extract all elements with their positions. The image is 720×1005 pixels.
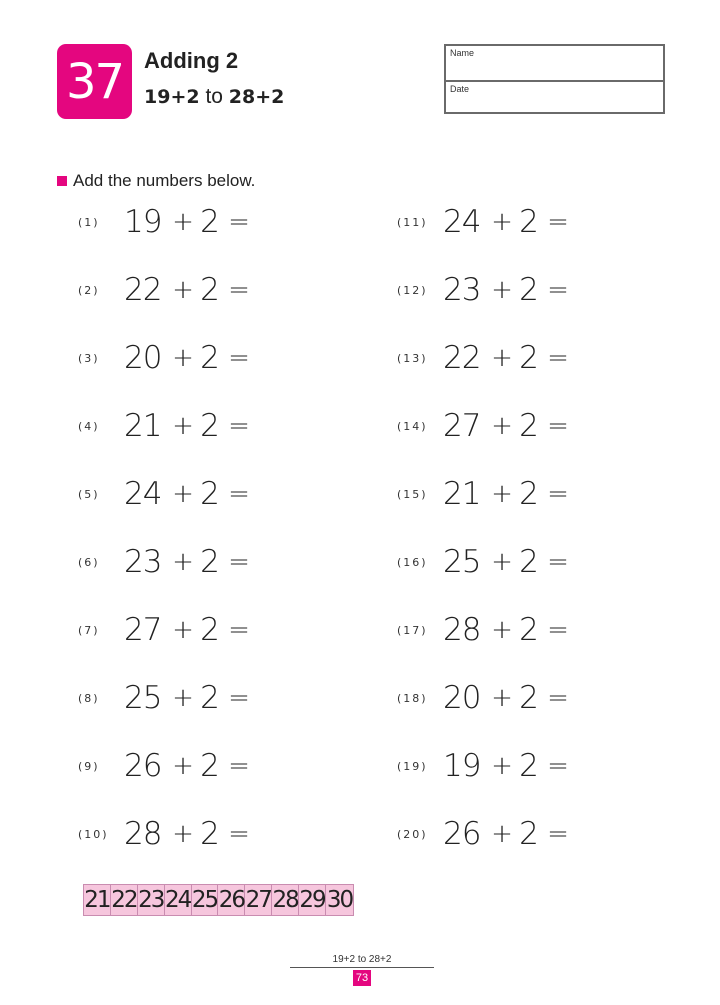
plus-sign: + — [172, 207, 194, 237]
page-title: Adding 2 — [144, 48, 239, 73]
answer-space[interactable] — [575, 408, 645, 444]
subtitle-from: 19+2 — [144, 86, 200, 108]
plus-sign: + — [491, 479, 513, 509]
plus-sign: + — [491, 819, 513, 849]
problem-item — [397, 474, 645, 514]
plus-sign: + — [491, 207, 513, 237]
strip-number: 21 — [84, 887, 110, 913]
answer-space[interactable] — [575, 340, 645, 376]
number-strip — [83, 884, 354, 916]
problem-item — [397, 814, 645, 854]
addend-second: 2 — [200, 408, 220, 444]
problem-label: (16) — [397, 555, 428, 569]
equals-sign: = — [228, 819, 250, 849]
addend-second: 2 — [519, 680, 539, 716]
addend-first: 20 — [443, 680, 481, 716]
addend-first: 27 — [443, 408, 481, 444]
addend-first: 26 — [124, 748, 162, 784]
strip-number: 30 — [326, 887, 353, 913]
plus-sign: + — [491, 615, 513, 645]
addend-second: 2 — [200, 816, 220, 852]
addend-first: 19 — [124, 204, 162, 240]
plus-sign: + — [491, 343, 513, 373]
answer-space[interactable] — [256, 272, 326, 308]
problem-label: (10) — [78, 827, 109, 841]
addend-second: 2 — [519, 476, 539, 512]
problem-item — [397, 610, 645, 650]
problem-item — [78, 406, 326, 446]
footer-divider — [290, 967, 434, 968]
equals-sign: = — [228, 207, 250, 237]
problem-item — [78, 678, 326, 718]
subtitle-connector: to — [205, 85, 223, 108]
answer-space[interactable] — [575, 204, 645, 240]
equals-sign: = — [228, 683, 250, 713]
equals-sign: = — [547, 479, 569, 509]
equals-sign: = — [228, 751, 250, 781]
date-field[interactable] — [446, 80, 663, 116]
problem-item — [397, 202, 645, 242]
answer-space[interactable] — [256, 816, 326, 852]
problem-label: (5) — [78, 487, 100, 501]
equals-sign: = — [547, 207, 569, 237]
equals-sign: = — [228, 547, 250, 577]
addend-first: 26 — [443, 816, 481, 852]
addend-first: 23 — [124, 544, 162, 580]
problem-label: (9) — [78, 759, 100, 773]
answer-space[interactable] — [256, 340, 326, 376]
addend-first: 20 — [124, 340, 162, 376]
addend-second: 2 — [200, 340, 220, 376]
addend-second: 2 — [200, 748, 220, 784]
problem-item — [397, 678, 645, 718]
problem-label: (8) — [78, 691, 100, 705]
plus-sign: + — [172, 547, 194, 577]
problem-label: (2) — [78, 283, 100, 297]
answer-space[interactable] — [575, 544, 645, 580]
problem-item — [78, 202, 326, 242]
addend-second: 2 — [200, 272, 220, 308]
answer-space[interactable] — [575, 476, 645, 512]
addend-second: 2 — [519, 748, 539, 784]
problem-label: (11) — [397, 215, 428, 229]
problem-item — [78, 610, 326, 650]
lesson-number: 37 — [65, 53, 124, 110]
date-label: Date — [450, 84, 470, 94]
addend-second: 2 — [519, 816, 539, 852]
addend-first: 24 — [124, 476, 162, 512]
name-label: Name — [450, 48, 475, 58]
answer-space[interactable] — [575, 748, 645, 784]
name-field[interactable] — [446, 46, 663, 80]
problem-label: (3) — [78, 351, 100, 365]
addend-second: 2 — [200, 612, 220, 648]
strip-number: 29 — [299, 887, 325, 913]
problem-label: (18) — [397, 691, 428, 705]
addend-second: 2 — [200, 476, 220, 512]
problem-label: (14) — [397, 419, 428, 433]
equals-sign: = — [547, 751, 569, 781]
problem-item — [78, 746, 326, 786]
strip-number: 26 — [218, 887, 245, 913]
strip-number: 22 — [111, 887, 137, 913]
problem-item — [397, 338, 645, 378]
problem-label: (12) — [397, 283, 428, 297]
plus-sign: + — [172, 683, 194, 713]
addend-second: 2 — [519, 340, 539, 376]
answer-space[interactable] — [256, 476, 326, 512]
problem-label: (1) — [78, 215, 100, 229]
plus-sign: + — [491, 275, 513, 305]
addend-second: 2 — [519, 544, 539, 580]
strip-number: 28 — [272, 887, 298, 913]
problem-label: (7) — [78, 623, 100, 637]
equals-sign: = — [228, 479, 250, 509]
addend-first: 25 — [443, 544, 481, 580]
equals-sign: = — [228, 615, 250, 645]
problem-item — [78, 814, 326, 854]
lesson-number-badge — [57, 44, 132, 119]
plus-sign: + — [172, 819, 194, 849]
plus-sign: + — [172, 411, 194, 441]
problem-label: (13) — [397, 351, 428, 365]
equals-sign: = — [547, 411, 569, 441]
problem-item — [78, 542, 326, 582]
problem-item — [397, 270, 645, 310]
addend-first: 21 — [443, 476, 481, 512]
addend-second: 2 — [200, 680, 220, 716]
strip-number: 23 — [138, 887, 164, 913]
answer-space[interactable] — [575, 612, 645, 648]
addend-first: 24 — [443, 204, 481, 240]
plus-sign: + — [172, 479, 194, 509]
plus-sign: + — [491, 547, 513, 577]
equals-sign: = — [547, 615, 569, 645]
problem-label: (6) — [78, 555, 100, 569]
equals-sign: = — [228, 411, 250, 441]
addend-first: 21 — [124, 408, 162, 444]
answer-space[interactable] — [575, 816, 645, 852]
plus-sign: + — [172, 343, 194, 373]
plus-sign: + — [491, 411, 513, 441]
addend-first: 28 — [443, 612, 481, 648]
equals-sign: = — [228, 275, 250, 305]
addend-first: 22 — [124, 272, 162, 308]
addend-first: 19 — [443, 748, 481, 784]
strip-number: 24 — [164, 887, 191, 913]
addend-second: 2 — [519, 612, 539, 648]
problem-label: (20) — [397, 827, 428, 841]
subtitle-to: 28+2 — [228, 86, 285, 108]
addend-second: 2 — [519, 408, 539, 444]
problem-item — [397, 406, 645, 446]
plus-sign: + — [172, 615, 194, 645]
addend-second: 2 — [200, 204, 220, 240]
answer-space[interactable] — [256, 204, 326, 240]
problem-label: (15) — [397, 487, 428, 501]
addend-first: 27 — [124, 612, 162, 648]
equals-sign: = — [547, 819, 569, 849]
equals-sign: = — [547, 275, 569, 305]
equals-sign: = — [547, 343, 569, 373]
equals-sign: = — [547, 547, 569, 577]
answer-space[interactable] — [575, 680, 645, 716]
equals-sign: = — [547, 683, 569, 713]
plus-sign: + — [172, 751, 194, 781]
problem-label: (19) — [397, 759, 428, 773]
problem-item — [397, 542, 645, 582]
addend-second: 2 — [519, 204, 539, 240]
instructions-text: Add the numbers below. — [73, 171, 256, 190]
square-bullet-icon — [57, 176, 67, 186]
answer-space[interactable] — [256, 748, 326, 784]
problem-item — [78, 338, 326, 378]
plus-sign: + — [172, 275, 194, 305]
footer-range: 19+2 to 28+2 — [332, 954, 392, 965]
page-number: 73 — [353, 970, 371, 986]
addend-second: 2 — [519, 272, 539, 308]
addend-first: 23 — [443, 272, 481, 308]
problem-label: (17) — [397, 623, 428, 637]
answer-space[interactable] — [575, 272, 645, 308]
problem-item — [78, 270, 326, 310]
plus-sign: + — [491, 751, 513, 781]
plus-sign: + — [491, 683, 513, 713]
strip-number: 27 — [245, 887, 271, 913]
addend-first: 22 — [443, 340, 481, 376]
equals-sign: = — [228, 343, 250, 373]
problem-item — [78, 474, 326, 514]
problem-item — [397, 746, 645, 786]
answer-space[interactable] — [256, 612, 326, 648]
addend-first: 28 — [124, 816, 162, 852]
addend-first: 25 — [124, 680, 162, 716]
instructions — [57, 171, 255, 191]
answer-space[interactable] — [256, 408, 326, 444]
addend-second: 2 — [200, 544, 220, 580]
answer-space[interactable] — [256, 680, 326, 716]
name-date-box — [444, 44, 665, 114]
strip-number: 25 — [191, 887, 218, 913]
answer-space[interactable] — [256, 544, 326, 580]
page-subtitle — [144, 85, 284, 109]
problem-label: (4) — [78, 419, 100, 433]
